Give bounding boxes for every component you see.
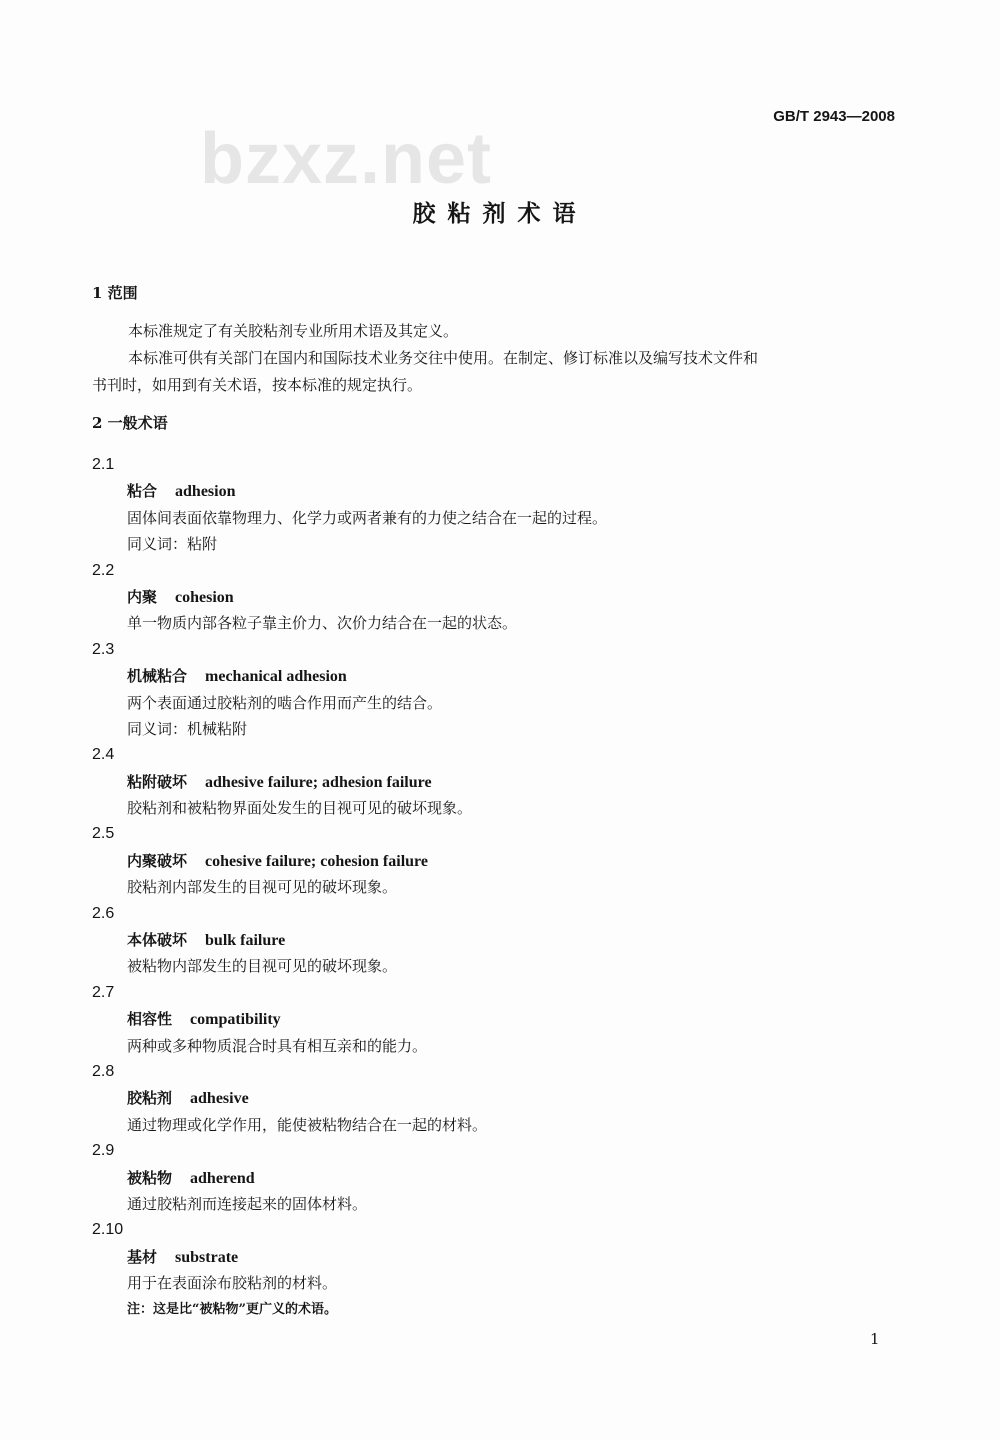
term-number: 2.8: [92, 1062, 115, 1080]
term-heading: [92, 584, 892, 610]
term-number: 2.5: [92, 825, 115, 843]
term-english: cohesive failure; cohesion failure: [205, 852, 428, 870]
page-number: 1: [870, 1330, 880, 1348]
section-heading-general-terms: 2 一般术语: [92, 414, 168, 432]
term-number: 2.4: [92, 746, 115, 764]
term-english: adhesion: [175, 483, 236, 501]
term-number: 2.6: [92, 904, 115, 922]
term-chinese: 胶粘剂: [127, 1089, 173, 1108]
term-english: adhesive: [190, 1090, 249, 1108]
term-heading: [92, 927, 892, 953]
term-list: [92, 452, 892, 1323]
term-synonym: 同义词：粘附: [127, 535, 218, 554]
term-heading: [92, 478, 892, 504]
standard-number: GB/T 2943—2008: [773, 108, 895, 125]
term-english: adherend: [190, 1169, 255, 1187]
scope-paragraph-1: 本标准规定了有关胶粘剂专业所用术语及其定义。: [128, 322, 459, 340]
term-number: 2.2: [92, 561, 115, 579]
document-title: 胶粘剂术语: [412, 200, 588, 227]
term-definition: 两种或多种物质混合时具有相互亲和的能力。: [127, 1036, 428, 1055]
term-english: cohesion: [175, 588, 234, 606]
term-definition: 用于在表面涂布胶粘剂的材料。: [127, 1274, 338, 1293]
term-heading: [92, 663, 892, 689]
term-chinese: 本体破坏: [127, 931, 188, 950]
term-definition: 通过胶粘剂而连接起来的固体材料。: [127, 1194, 368, 1213]
term-chinese: 内聚破坏: [127, 851, 188, 870]
section-heading-scope: 1 范围: [92, 284, 138, 302]
term-chinese: 被粘物: [127, 1168, 173, 1187]
term-definition: 单一物质内部各粒子靠主价力、次价力结合在一起的状态。: [127, 614, 518, 633]
term-chinese: 基材: [127, 1247, 158, 1266]
term-chinese: 内聚: [127, 587, 158, 606]
term-heading: [92, 1244, 892, 1270]
term-definition: 胶粘剂和被粘物界面处发生的目视可见的破坏现象。: [127, 799, 473, 818]
term-english: bulk failure: [205, 932, 286, 950]
term-chinese: 相容性: [127, 1010, 173, 1029]
term-english: compatibility: [190, 1011, 281, 1029]
term-definition: 固体间表面依靠物理力、化学力或两者兼有的力使之结合在一起的过程。: [127, 508, 608, 527]
scope-paragraph-2: 本标准可供有关部门在国内和国际技术业务交往中使用。在制定、修订标准以及编写技术文件和: [128, 349, 759, 367]
term-number: 2.3: [92, 640, 115, 658]
term-english: substrate: [175, 1248, 239, 1266]
term-heading: [92, 848, 892, 874]
term-heading: [92, 1006, 892, 1032]
term-synonym: 同义词：机械粘附: [127, 719, 248, 738]
term-chinese: 粘合: [127, 482, 158, 501]
term-heading: [92, 769, 892, 795]
watermark: bzxz.net: [200, 119, 493, 199]
term-english: adhesive failure; adhesion failure: [205, 773, 432, 791]
term-number: 2.10: [92, 1221, 124, 1239]
term-definition: 两个表面通过胶粘剂的啮合作用而产生的结合。: [127, 693, 443, 712]
term-number: 2.9: [92, 1142, 115, 1160]
term-number: 2.7: [92, 983, 115, 1001]
scope-paragraph-2-cont: 书刊时，如用到有关术语，按本标准的规定执行。: [92, 376, 423, 394]
term-number: 2.1: [92, 456, 115, 473]
term-definition: 通过物理或化学作用，能使被粘物结合在一起的材料。: [127, 1115, 488, 1134]
term-chinese: 机械粘合: [127, 667, 188, 686]
term-note: 注：这是比“被粘物”更广义的术语。: [127, 1301, 337, 1317]
term-definition: 被粘物内部发生的目视可见的破坏现象。: [127, 957, 398, 976]
term-heading: [92, 1165, 892, 1191]
term-heading: [92, 1085, 892, 1111]
term-english: mechanical adhesion: [205, 668, 347, 686]
term-definition: 胶粘剂内部发生的目视可见的破坏现象。: [127, 878, 398, 897]
term-chinese: 粘附破坏: [127, 772, 188, 791]
